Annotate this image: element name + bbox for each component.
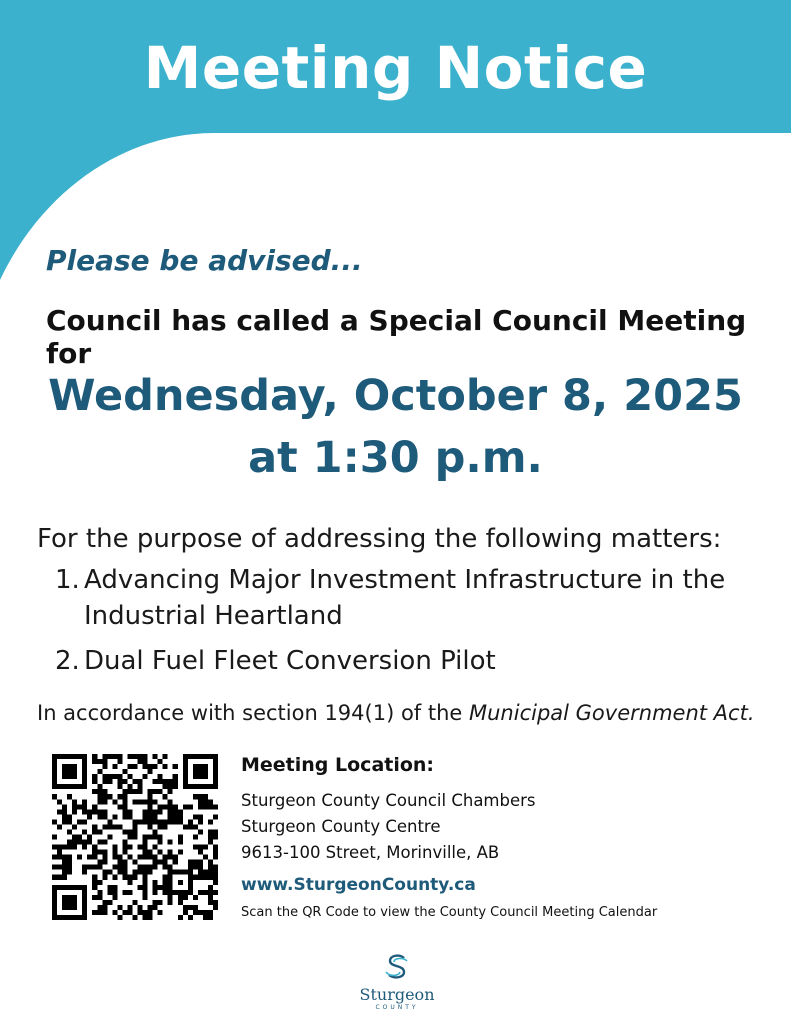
act-name: Municipal Government Act. [469,701,755,725]
advised-text: Please be advised... [46,244,363,277]
sturgeon-county-logo [355,952,439,1011]
accordance-prefix: In accordance with section 194(1) of the [37,701,469,725]
list-item-text: Dual Fuel Fleet Conversion Pilot [84,646,496,676]
website-link[interactable]: www.SturgeonCounty.ca [241,875,476,895]
meeting-time: at 1:30 p.m. [248,433,543,483]
matters-list [55,562,755,688]
qr-code-icon[interactable] [52,754,218,920]
list-item [55,643,755,679]
called-text: Council has called a Special Council Meeting for [46,304,747,370]
page-title: Meeting Notice [143,34,648,102]
meeting-location [241,754,761,920]
logo-sub: COUNTY [375,1004,419,1011]
list-item-text: Advancing Major Investment Infrastructure in the Industrial Heartland [84,565,726,631]
sturgeon-s-logo-icon [382,952,412,982]
purpose-text: For the purpose of addressing the following matters: [37,524,722,554]
meeting-date: Wednesday, October 8, 2025 [48,371,743,421]
scan-instructions: Scan the QR Code to view the County Council Meeting Calendar [241,905,658,920]
logo-name: Sturgeon [359,985,435,1004]
accordance-text [37,701,755,725]
location-line: Sturgeon County Centre [241,817,441,836]
location-heading: Meeting Location: [241,754,435,776]
location-line: Sturgeon County Council Chambers [241,791,536,810]
qr-code-graphic [52,754,218,920]
list-item-number: 1. [55,565,80,595]
location-line: 9613-100 Street, Morinville, AB [241,843,500,862]
meeting-datetime [0,365,791,489]
list-item [55,562,755,634]
list-item-number: 2. [55,646,80,676]
